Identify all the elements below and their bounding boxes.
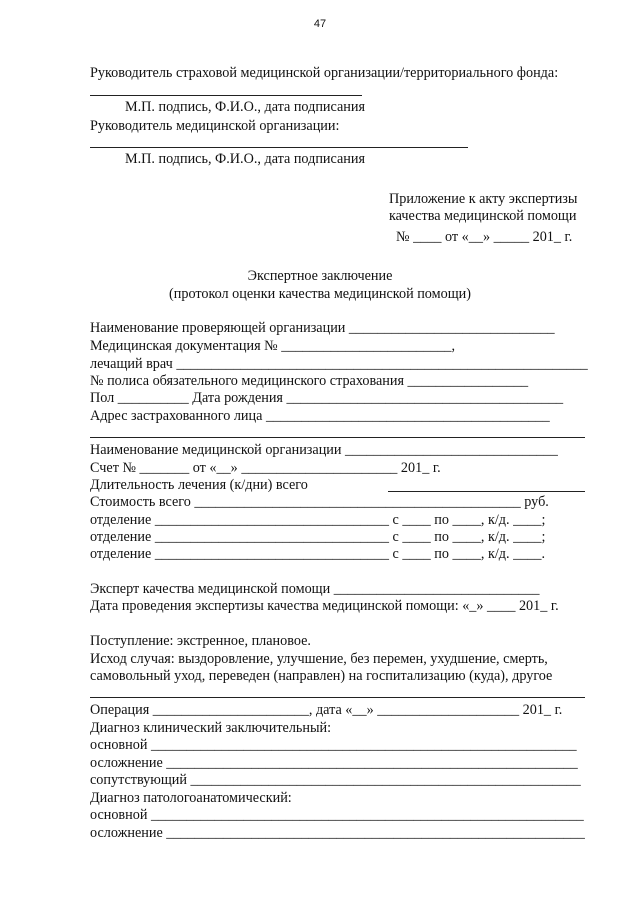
field-doctor: лечащий врач __________________________________________________________ <box>90 356 588 372</box>
signature-line-2 <box>90 147 468 148</box>
field-complication-1: осложнение __________________________________________________________ <box>90 755 578 771</box>
field-admission: Поступление: экстренное, плановое. <box>90 633 311 649</box>
field-main-diagnosis-1: основной ____________________________________________________________ <box>90 737 577 753</box>
signature-line-1 <box>90 95 362 96</box>
appendix-line-2: качества медицинской помощи <box>389 208 577 224</box>
field-address: Адрес застрахованного лица ________________________________________ <box>90 408 550 424</box>
field-outcome-2: самовольный уход, переведен (направлен) на госпитализацию (куда), другое <box>90 668 553 684</box>
page-number: 47 <box>313 18 327 30</box>
document-subtitle: (протокол оценки качества медицинской помощи) <box>169 286 471 302</box>
field-complication-2: осложнение ___________________________________________________________ <box>90 825 585 841</box>
field-main-diagnosis-2: основной _____________________________________________________________ <box>90 807 584 823</box>
label-pathology-diagnosis: Диагноз патологоанатомический: <box>90 790 292 806</box>
field-sex-birth: Пол __________ Дата рождения _______________________________________ <box>90 390 564 406</box>
field-operation: Операция ______________________, дата «__» ____________________ 201_ г. <box>90 702 563 718</box>
signature-caption-1: М.П. подпись, Ф.И.О., дата подписания <box>125 99 366 115</box>
blank-line-1 <box>90 437 585 438</box>
field-concomitant: сопутствующий _______________________________________________________ <box>90 772 581 788</box>
field-exp-date: Дата проведения экспертизы качества медицинской помощи: «_» ____ 201_ г. <box>90 598 559 614</box>
duration-line <box>388 491 585 492</box>
field-duration: Длительность лечения (к/дни) всего <box>90 477 308 493</box>
field-documentation: Медицинская документация № ________________________, <box>90 338 456 354</box>
field-outcome-1: Исход случая: выздоровление, улучшение, без перемен, ухудшение, смерть, <box>90 651 548 667</box>
field-expert: Эксперт качества медицинской помощи _____________________________ <box>90 581 540 597</box>
blank-line-2 <box>90 697 585 698</box>
med-head-label: Руководитель медицинской организации: <box>90 118 340 134</box>
field-dept-3: отделение _________________________________ с ____ по ____, к/д. ____. <box>90 546 546 562</box>
document-title: Экспертное заключение <box>247 268 393 284</box>
field-cost: Стоимость всего ______________________________________________ руб. <box>90 494 549 510</box>
field-org: Наименование проверяющей организации _____________________________ <box>90 320 555 336</box>
appendix-line-1: Приложение к акту экспертизы <box>389 191 578 207</box>
insurer-head-label: Руководитель страховой медицинской организации/территориального фонда: <box>90 65 559 81</box>
field-policy: № полиса обязательного медицинского страхования _________________ <box>90 373 529 389</box>
appendix-line-3: № ____ от «__» _____ 201_ г. <box>396 229 573 245</box>
field-invoice: Счет № _______ от «__» ______________________ 201_ г. <box>90 460 441 476</box>
field-dept-2: отделение _________________________________ с ____ по ____, к/д. ____; <box>90 529 546 545</box>
field-dept-1: отделение _________________________________ с ____ по ____, к/д. ____; <box>90 512 546 528</box>
field-mo: Наименование медицинской организации ______________________________ <box>90 442 558 458</box>
label-clinical-diagnosis: Диагноз клинический заключительный: <box>90 720 332 736</box>
signature-caption-2: М.П. подпись, Ф.И.О., дата подписания <box>125 151 366 167</box>
